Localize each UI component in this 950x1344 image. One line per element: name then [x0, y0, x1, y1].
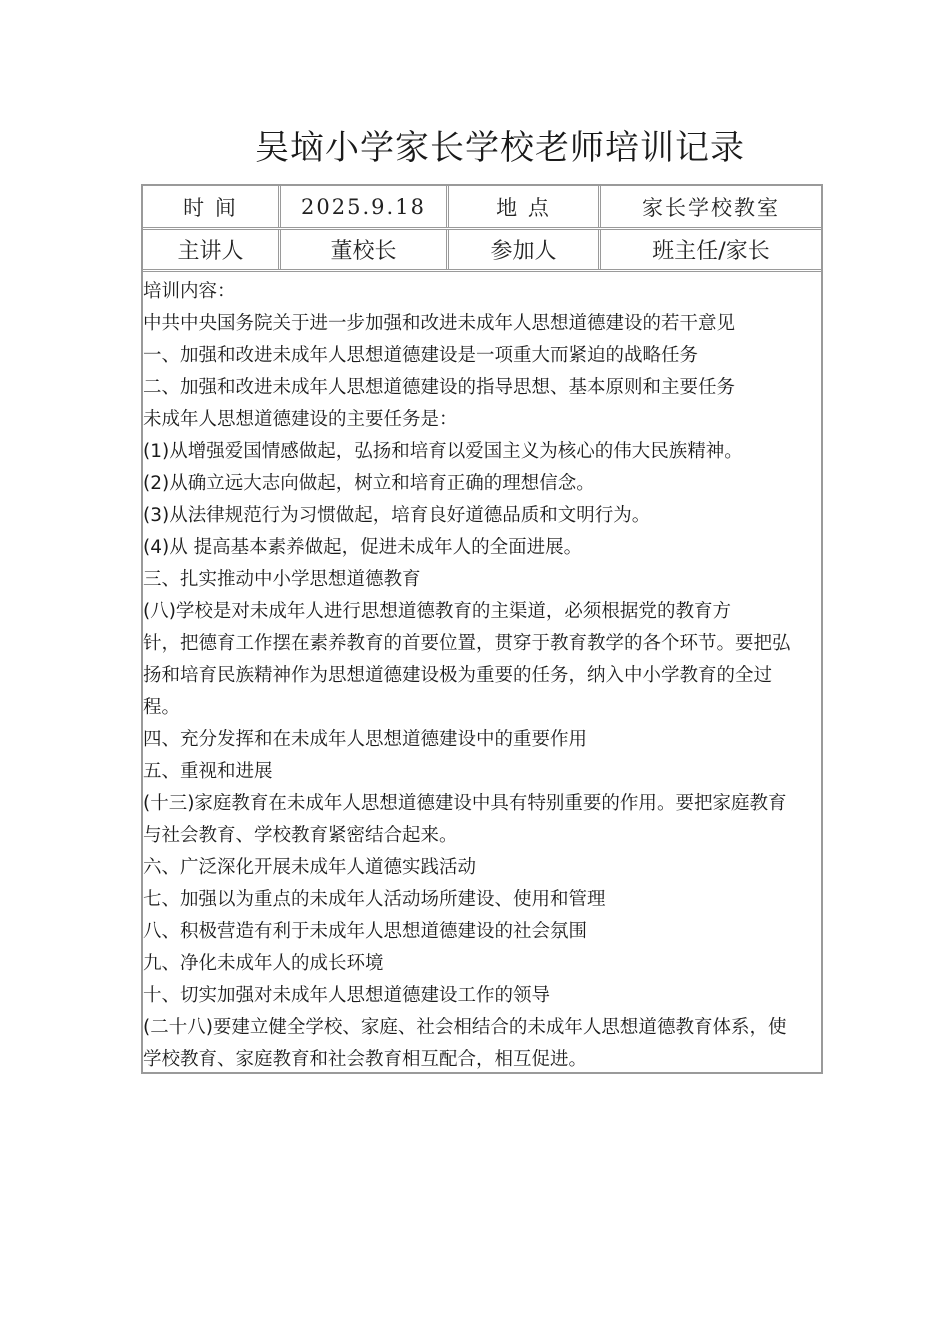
info-row-speaker-attendee: [143, 230, 821, 272]
content-line: 一、加强和改进未成年人思想道德建设是一项重大而紧迫的战略任务: [143, 345, 699, 366]
attendee-label: 参加人: [449, 230, 601, 269]
time-label: 时 间: [143, 186, 281, 227]
content-line: (3)从法律规范行为习惯做起，培育良好道德品质和文明行为。: [143, 505, 651, 526]
content-line: 六、广泛深化开展未成年人道德实践活动: [143, 857, 477, 878]
content-line: 与社会教育、学校教育紧密结合起来。: [143, 825, 458, 846]
time-value: 2025.9.18: [281, 186, 449, 227]
content-line: 十、切实加强对未成年人思想道德建设工作的领导: [143, 985, 551, 1006]
content-line: (八)学校是对未成年人进行思想道德教育的主渠道，必须根据党的教育方: [143, 601, 731, 622]
content-line: 学校教育、家庭教育和社会教育相互配合，相互促进。: [143, 1049, 588, 1070]
content-line: (4)从 提高基本素养做起，促进未成年人的全面进展。: [143, 537, 583, 558]
page-title: 吴垴小学家长学校老师培训记录: [255, 128, 745, 168]
training-record-form: [141, 184, 823, 1074]
content-line: 三、扎实推动中小学思想道德教育: [143, 569, 421, 590]
content-line: 培训内容：: [143, 281, 236, 302]
speaker-label: 主讲人: [143, 230, 281, 269]
speaker-value: 董校长: [281, 230, 449, 269]
content-line: 针，把德育工作摆在素养教育的首要位置，贯穿于教育教学的各个环节。要把弘: [143, 633, 791, 654]
place-value: 家长学校教室: [642, 195, 780, 220]
content-line: 九、净化未成年人的成长环境: [143, 953, 384, 974]
place-label: 地 点: [449, 186, 601, 227]
content-line: 中共中央国务院关于进一步加强和改进未成年人思想道德建设的若干意见: [143, 313, 736, 334]
content-line: (十三)家庭教育在未成年人思想道德建设中具有特别重要的作用。要把家庭教育: [143, 793, 787, 814]
content-line: 五、重视和进展: [143, 761, 273, 782]
content-line: (二十八)要建立健全学校、家庭、社会相结合的未成年人思想道德教育体系，使: [143, 1017, 787, 1038]
content-line: (2)从确立远大志向做起，树立和培育正确的理想信念。: [143, 473, 595, 494]
content-line: 未成年人思想道德建设的主要任务是：: [143, 409, 458, 430]
info-row-time-place: [143, 186, 821, 230]
content-line: 四、充分发挥和在未成年人思想道德建设中的重要作用: [143, 729, 588, 750]
content-line: (1)从增强爱国情感做起，弘扬和培育以爱国主义为核心的伟大民族精神。: [143, 441, 743, 462]
content-line: 七、加强以为重点的未成年人活动场所建设、使用和管理: [143, 889, 606, 910]
content-line: 扬和培育民族精神作为思想道德建设极为重要的任务，纳入中小学教育的全过: [143, 665, 773, 686]
training-content: [143, 276, 819, 1076]
content-line: 八、积极营造有利于未成年人思想道德建设的社会氛围: [143, 921, 588, 942]
content-line: 程。: [143, 697, 181, 718]
attendee-value: 班主任/家长: [652, 239, 770, 264]
content-line: 二、加强和改进未成年人思想道德建设的指导思想、基本原则和主要任务: [143, 377, 736, 398]
